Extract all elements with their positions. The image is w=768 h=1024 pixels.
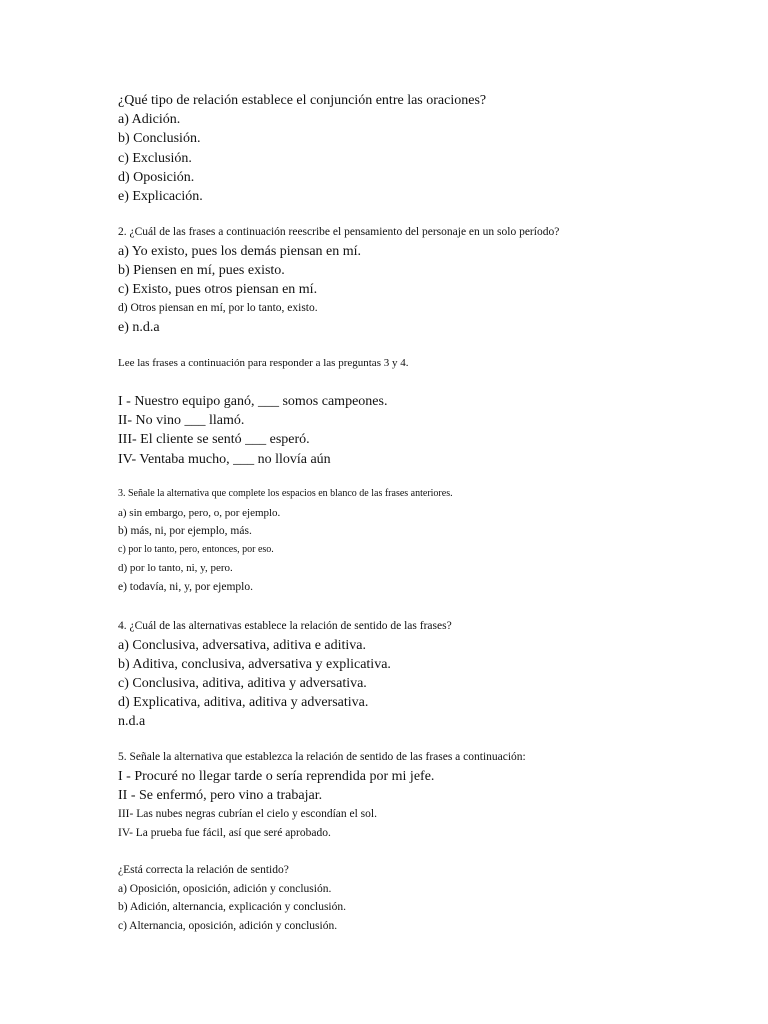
question-6-option-b: b) Adición, alternancia, explicación y conclusión. bbox=[118, 901, 347, 914]
question-6-text: ¿Está correcta la relación de sentido? bbox=[118, 864, 289, 876]
question-5-sentence-1: I - Procuré no llegar tarde o sería reprendida por mi jefe. bbox=[118, 768, 435, 784]
question-2-text: 2. ¿Cuál de las frases a continuación reescribe el pensamiento del personaje en un solo período? bbox=[118, 226, 560, 238]
question-3-option-d: d) por lo tanto, ni, y, pero. bbox=[118, 562, 233, 575]
question-6-option-c: c) Alternancia, oposición, adición y conclusión. bbox=[118, 919, 338, 932]
question-1-option-a: a) Adición. bbox=[118, 112, 181, 128]
question-2-option-e: e) n.d.a bbox=[118, 319, 160, 335]
question-4-text: 4. ¿Cuál de las alternativas establece la relación de sentido de las frases? bbox=[118, 620, 452, 632]
question-1-option-e: e) Explicación. bbox=[118, 189, 203, 205]
question-2-option-c: c) Existo, pues otros piensan en mí. bbox=[118, 282, 318, 297]
question-6-option-a: a) Oposición, oposición, adición y conclusión. bbox=[118, 882, 332, 895]
question-5-sentence-2: II - Se enfermó, pero vino a trabajar. bbox=[118, 787, 323, 803]
question-6-block bbox=[118, 861, 738, 935]
sentence-1: I - Nuestro equipo ganó, ___ somos campeones. bbox=[118, 394, 388, 409]
question-2-option-b: b) Piensen en mí, pues existo. bbox=[118, 262, 285, 278]
question-5-block bbox=[118, 748, 738, 842]
sentence-2: II- No vino ___ llamó. bbox=[118, 413, 245, 429]
question-5-text: 5. Señale la alternativa que establezca la relación de sentido de las frases a continuación: bbox=[118, 751, 526, 763]
question-3-text: 3. Señale la alternativa que complete los espacios en blanco de las frases anteriores. bbox=[118, 488, 453, 499]
question-3-option-e: e) todavía, ni, y, por ejemplo. bbox=[118, 580, 253, 593]
question-1-option-c: c) Exclusión. bbox=[118, 150, 192, 166]
question-3-block bbox=[118, 485, 738, 597]
question-4-option-c: c) Conclusiva, aditiva, aditiva y adversativa. bbox=[118, 676, 367, 691]
question-3-option-a: a) sin embargo, pero, o, por ejemplo. bbox=[118, 506, 281, 519]
question-4-option-d: d) Explicativa, aditiva, aditiva y adversativa. bbox=[118, 695, 369, 711]
question-5-sentence-3: III- Las nubes negras cubrían el cielo y escondían el sol. bbox=[118, 808, 377, 820]
question-1-option-b: b) Conclusión. bbox=[118, 131, 201, 147]
question-1-text: ¿Qué tipo de relación establece el conjunción entre las oraciones? bbox=[118, 93, 487, 108]
question-2-option-d: d) Otros piensan en mí, por lo tanto, existo. bbox=[118, 302, 318, 315]
instructions-block bbox=[118, 354, 738, 373]
question-1-option-d: d) Oposición. bbox=[118, 169, 195, 185]
question-3-option-b: b) más, ni, por ejemplo, más. bbox=[118, 525, 252, 538]
question-2-block bbox=[118, 223, 738, 337]
sentence-4: IV- Ventaba mucho, ___ no llovía aún bbox=[118, 451, 331, 467]
question-4-block bbox=[118, 617, 738, 732]
question-5-sentence-4: IV- La prueba fue fácil, así que seré aprobado. bbox=[118, 826, 331, 839]
question-4-option-b: b) Aditiva, conclusiva, adversativa y explicativa. bbox=[118, 656, 391, 672]
sentences-block bbox=[118, 392, 738, 469]
question-2-option-a: a) Yo existo, pues los demás piensan en mí. bbox=[118, 243, 362, 259]
question-1-block bbox=[118, 91, 738, 206]
instructions-text: Lee las frases a continuación para responder a las preguntas 3 y 4. bbox=[118, 357, 409, 369]
question-4-option-a: a) Conclusiva, adversativa, aditiva e aditiva. bbox=[118, 637, 367, 653]
question-4-option-e: n.d.a bbox=[118, 714, 146, 730]
sentence-3: III- El cliente se sentó ___ esperó. bbox=[118, 432, 310, 448]
question-3-option-c: c) por lo tanto, pero, entonces, por eso. bbox=[118, 543, 274, 555]
